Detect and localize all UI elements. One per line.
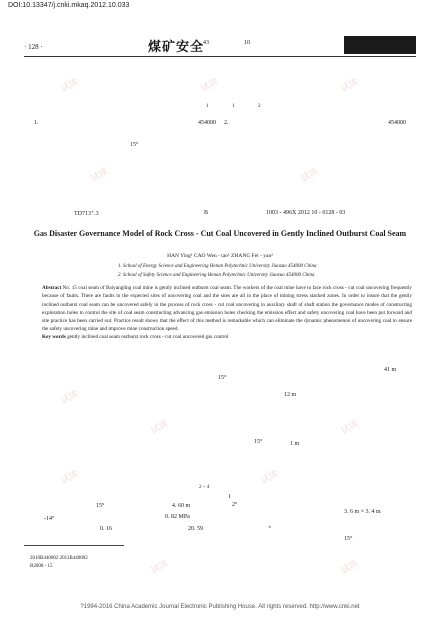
watermark-stamp: 试读 [199, 76, 221, 95]
body-times-sign: × [268, 525, 272, 531]
abstract-text: No. 15 coal seam of Baiyangling coal mine is gently inclined outburst coal seam. The workers of the coal mine have to face rock cross - cut coal uncovering frequently because of faults. There are faults in the expected sites of uncovering coal and the sites are all in the place of mining stress stacked zones. In order to insure that the gently inclined outburst coal seam can be uncovered safely in the process of rock cross - cut coal uncovering in auxiliary shaft of shaft station the governance modes of constructing exploration holes to control the site of coal seam constructing advancing gas emission holes checking the emission effect and safety uncovering coal have been put forward and site practice has been carried out. Practice result shows that the effect of this method is remarkable which can eliminate the dynamic phenomenon of uncovering coal to ensure the safety uncovering mine and improve mine construction speed. [42, 285, 412, 333]
body-ref-sup: 2 ~ 4 [199, 485, 210, 490]
watermark-stamp: 试读 [149, 558, 171, 577]
body-ref-1: 1 [228, 494, 231, 500]
watermark-stamp: 试读 [259, 468, 281, 487]
author-sup-2: 1 [232, 104, 235, 109]
watermark-stamp: 试读 [149, 418, 171, 437]
cn-affil-zip-1: 454000 [198, 120, 216, 126]
author-sup-3: 2 [258, 104, 261, 109]
keywords-text: gently inclined coal seam outburst rock cross - cut coal uncovered gas control [65, 334, 229, 340]
body-length-12m: 12 m [284, 392, 297, 398]
page-number: · 128 · [24, 43, 43, 51]
cn-affil-number-2: 2. [224, 120, 229, 126]
body-length-41m: 41 m [384, 367, 397, 373]
fund-line-1: 2010B440002 2011B440002 [30, 556, 88, 561]
header-rule [24, 56, 416, 57]
copyright-line: ?1994-2016 China Academic Journal Electronic Publishing House. All rights reserved. http://www.cnki.net [80, 604, 360, 610]
english-keywords [42, 334, 228, 340]
english-title: Gas Disaster Governance Model of Rock Cross - Cut Coal Uncovered in Gently Inclined Outburst Coal Seam [33, 229, 407, 238]
english-abstract [42, 284, 412, 334]
body-angle-neg14: -14° [44, 516, 55, 522]
watermark-stamp: 试读 [59, 76, 81, 95]
watermark-stamp: 试读 [59, 468, 81, 487]
abstract-label: Abstract [42, 285, 62, 291]
keywords-label: Key words [42, 334, 66, 340]
english-affiliation-2: 2. School of Safety Science and Engineering Henan Polytechnic University Jiaozuo 454000 China [118, 273, 315, 278]
volume-number: 43 [203, 40, 209, 46]
body-length-460m: 4. 60 m [172, 503, 191, 509]
watermark-stamp: 试读 [339, 418, 361, 437]
header-graphic [344, 36, 416, 54]
clc-number: TD713⁺.3 [74, 211, 99, 217]
watermark-stamp: 试读 [89, 166, 111, 185]
article-id: 1003 - 496X 2012 10 - 0128 - 03 [266, 210, 346, 216]
cn-abstract-angle: 15° [130, 142, 139, 148]
body-angle-2: 2° [232, 502, 238, 508]
issue-number: 10 [244, 40, 250, 46]
cn-affil-zip-2: 454000 [388, 120, 406, 126]
english-authors: HAN Ying¹ CAO Wen - tao¹ ZHANG Fei - yan² [167, 253, 273, 259]
body-pressure: 0. 82 MPa [165, 514, 190, 520]
footnote-rule [24, 545, 124, 546]
body-section-size: 3. 6 m × 3. 4 m [344, 509, 381, 515]
body-value-016: 0. 16 [100, 526, 112, 532]
body-length-1m: 1 m [290, 441, 300, 447]
watermark-stamp: 试读 [339, 76, 361, 95]
journal-name: 煤矿安全 [148, 39, 205, 54]
body-angle-15-c: 15° [96, 503, 105, 509]
doi-label: DOI:10.13347/j.cnki.mkaq.2012.10.033 [8, 2, 130, 9]
body-angle-15-d: 15° [344, 536, 353, 542]
author-sup-1: 1 [206, 104, 209, 109]
document-code: B [204, 210, 209, 216]
cn-affil-number-1: 1. [34, 120, 39, 126]
watermark-stamp: 试读 [339, 558, 361, 577]
fund-line-2: B2008 - 15 [30, 564, 53, 569]
body-angle-15-a: 15° [218, 375, 227, 381]
body-angle-15-b: 15° [254, 439, 263, 445]
watermark-stamp: 试读 [59, 388, 81, 407]
english-affiliation-1: 1. School of Energy Science and Engineering Henan Polytechnic University Jiaozuo 454000 China [118, 264, 317, 269]
watermark-stamp: 试读 [299, 166, 321, 185]
body-value-2059: 20. 59 [188, 526, 203, 532]
